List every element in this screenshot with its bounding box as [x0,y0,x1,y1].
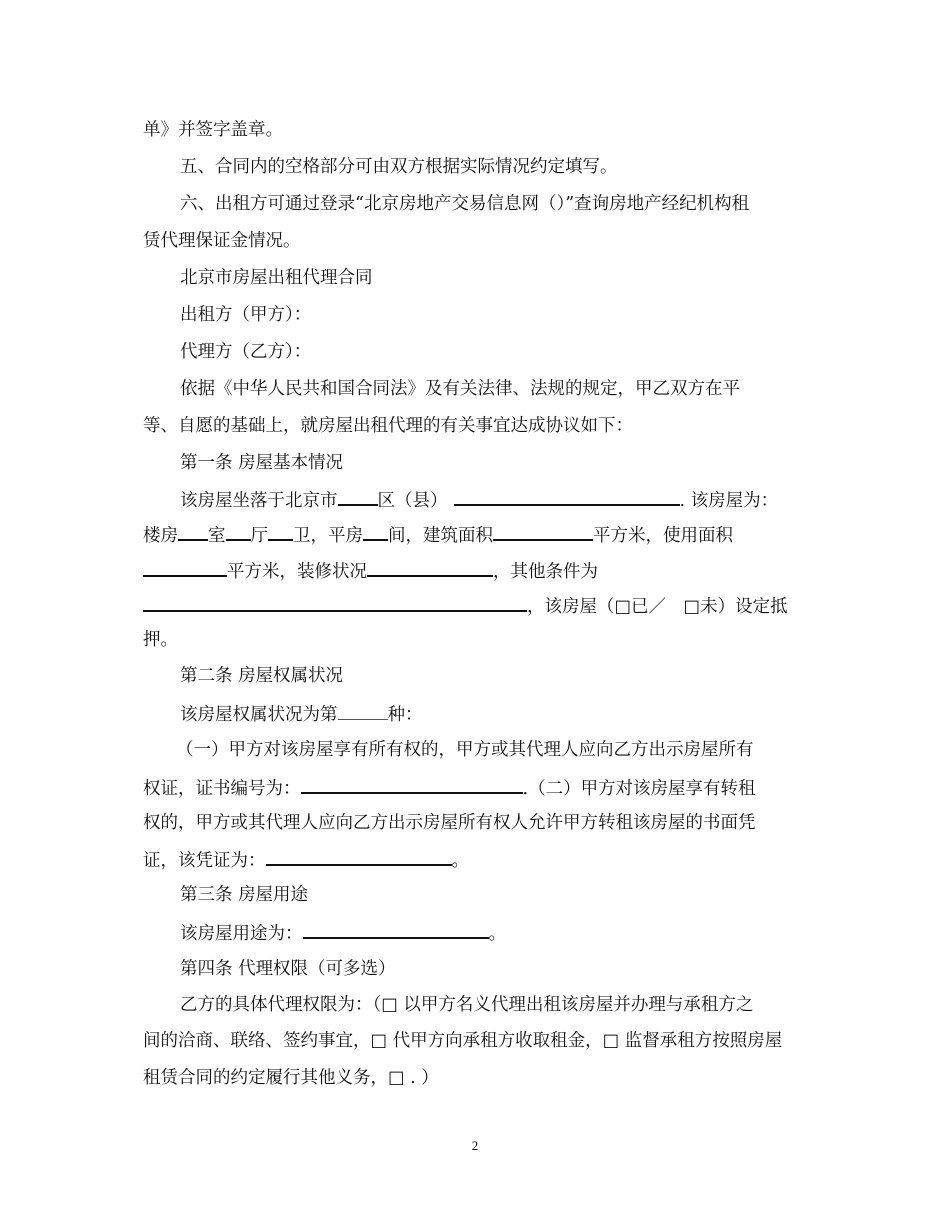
article-heading: 第四条 代理权限（可多选） [180,959,396,979]
text-run: 。 [488,924,506,944]
clause-six: 六、出租方可通过登录“北京房地产交易信息网（）”查询房地产经纪机构租 [180,194,750,214]
paragraph-line: 赁代理保证金情况。 [143,231,301,251]
paragraph-line: 乙方的具体代理权限为：（□ 以甲方名义代理出租该房屋并办理与承租方之 [180,995,754,1015]
clause-five: 五、合同内的空格部分可由双方根据实际情况约定填写。 [180,157,618,177]
building-area-blank[interactable] [493,522,593,541]
article-heading: 第一条 房屋基本情况 [180,453,344,473]
paragraph-line [143,775,756,801]
preamble: 依据《中华人民共和国合同法》及有关法律、法规的规定，甲乙双方在平 [180,379,740,399]
paragraph-line: 押。 [143,630,178,650]
paragraph-line [143,593,788,619]
paragraph-line [143,522,733,548]
text-run: . 该房屋为： [679,491,779,511]
paragraph-line: 租赁合同的约定履行其他义务，□ . ） [143,1068,439,1088]
text-run: 证，该凭证为： [143,851,266,871]
text-run: 间，建筑面积 [388,526,493,546]
text-run: 区（县） [377,491,448,511]
decoration-blank[interactable] [367,558,493,577]
text-run: 该房屋坐落于北京市 [180,491,338,511]
page-number: 2 [471,1138,479,1153]
text-run: 楼房 [143,526,178,546]
paragraph-line [180,702,423,727]
other-conditions-blank[interactable] [143,593,527,612]
text-run: .（二）甲方对该房屋享有转租 [522,779,756,799]
text-run: 种： [387,705,423,725]
district-blank[interactable] [338,487,378,506]
text-run: 室 [208,526,226,546]
text-run: 平方米，使用面积 [593,526,733,546]
article-heading: 第三条 房屋用途 [180,885,309,905]
text-run: 该房屋权属状况为第 [180,705,338,725]
text-run: ，该房屋（□已／ □未）设定抵 [527,597,788,617]
baths-blank[interactable] [268,522,293,541]
bungalow-rooms-blank[interactable] [363,522,388,541]
voucher-blank[interactable] [266,847,452,866]
article-heading: 第二条 房屋权属状况 [180,666,344,686]
paragraph-line: 间的洽商、联络、签约事宜，□ 代甲方向承租方收取租金，□ 监督承租方按照房屋 [143,1031,783,1051]
usable-area-blank[interactable] [143,558,227,577]
lessor-party: 出租方（甲方）： [180,305,312,325]
agent-party: 代理方（乙方）： [180,342,312,362]
certificate-number-blank[interactable] [301,775,523,794]
contract-title: 北京市房屋出租代理合同 [180,268,373,288]
halls-blank[interactable] [226,522,251,541]
text-run: 平方米，装修状况 [227,562,367,582]
text-run: 厅 [250,526,268,546]
text-run: 卫，平房 [293,526,363,546]
paragraph-line [180,487,778,513]
paragraph-line [180,920,506,946]
address-blank[interactable] [454,487,680,506]
paragraph-line: 等、自愿的基础上，就房屋出租代理的有关事宜达成协议如下： [143,416,633,436]
ownership-type-blank[interactable] [338,702,388,720]
paragraph-line [143,847,469,873]
rooms-blank[interactable] [178,522,208,541]
paragraph-line: （一）甲方对该房屋享有所有权的，甲方或其代理人应向乙方出示房屋所有 [176,740,754,760]
paragraph-line: 权的，甲方或其代理人应向乙方出示房屋所有权人允许甲方转租该房屋的书面凭 [143,813,756,833]
text-run: 。 [451,851,469,871]
paragraph-line [143,558,598,584]
text-run: 权证，证书编号为： [143,779,301,799]
usage-blank[interactable] [303,920,489,939]
text-run: 该房屋用途为： [180,924,303,944]
text-run: ，其他条件为 [493,562,598,582]
paragraph-line: 单》并签字盖章。 [143,120,283,140]
